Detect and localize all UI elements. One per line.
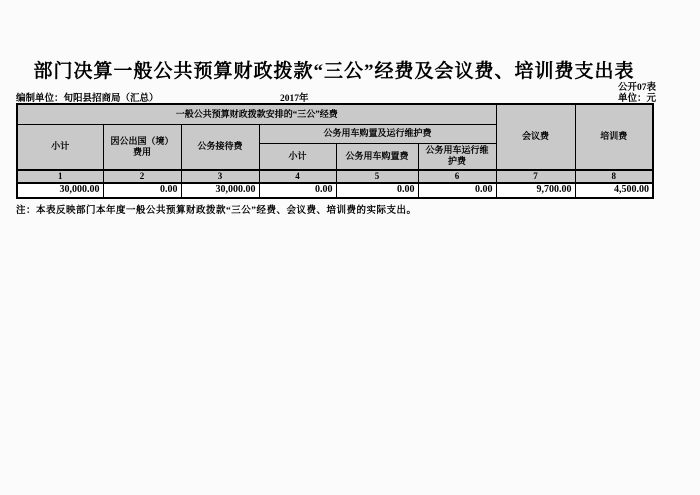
header-subtotal: 小计 bbox=[17, 124, 103, 170]
report-title: 部门决算一般公共预算财政拨款“三公”经费及会议费、培训费支出表 bbox=[33, 61, 635, 82]
footnote: 注：本表反映部门本年度一般公共预算财政拨款“三公”经费、会议费、培训费的实际支出。 bbox=[16, 206, 417, 216]
value-sangong-subtotal: 30,000.00 bbox=[17, 183, 103, 198]
header-training-fee: 培训费 bbox=[575, 104, 653, 170]
header-sangong-group: 一般公共预算财政拨款安排的“三公”经费 bbox=[17, 104, 496, 124]
unit-label: 单位：元 bbox=[617, 94, 656, 104]
column-number: 1 bbox=[17, 170, 103, 183]
value-meeting-fee: 9,700.00 bbox=[496, 183, 575, 198]
column-number-row bbox=[17, 170, 653, 183]
column-number: 2 bbox=[103, 170, 181, 183]
header-row-group bbox=[17, 104, 653, 124]
prepared-by-label: 编制单位：旬阳县招商局（汇总） bbox=[16, 94, 159, 104]
column-number: 6 bbox=[418, 170, 496, 183]
table-code-label: 公开07表 bbox=[617, 83, 656, 93]
header-reception-fee: 公务接待费 bbox=[181, 124, 259, 170]
header-vehicle-maintenance: 公务用车运行维护费 bbox=[418, 143, 496, 170]
value-vehicle-purchase: 0.00 bbox=[336, 183, 418, 198]
header-meeting-fee: 会议费 bbox=[496, 104, 575, 170]
header-vehicle-subtotal: 小计 bbox=[259, 143, 336, 170]
value-abroad-fee: 0.00 bbox=[103, 183, 181, 198]
header-vehicle-group: 公务用车购置及运行维护费 bbox=[259, 124, 496, 143]
header-abroad-fee: 因公出国（境）费用 bbox=[103, 124, 181, 170]
value-vehicle-maintenance: 0.00 bbox=[418, 183, 496, 198]
column-number: 7 bbox=[496, 170, 575, 183]
meta-line bbox=[16, 90, 656, 102]
column-number: 3 bbox=[181, 170, 259, 183]
column-number: 8 bbox=[575, 170, 653, 183]
report-year: 2017年 bbox=[280, 94, 309, 104]
value-vehicle-subtotal: 0.00 bbox=[259, 183, 336, 198]
column-number: 4 bbox=[259, 170, 336, 183]
data-row bbox=[17, 183, 653, 198]
column-number: 5 bbox=[336, 170, 418, 183]
header-vehicle-purchase: 公务用车购置费 bbox=[336, 143, 418, 170]
expense-table bbox=[16, 103, 654, 199]
value-training-fee: 4,500.00 bbox=[575, 183, 653, 198]
value-reception-fee: 30,000.00 bbox=[181, 183, 259, 198]
